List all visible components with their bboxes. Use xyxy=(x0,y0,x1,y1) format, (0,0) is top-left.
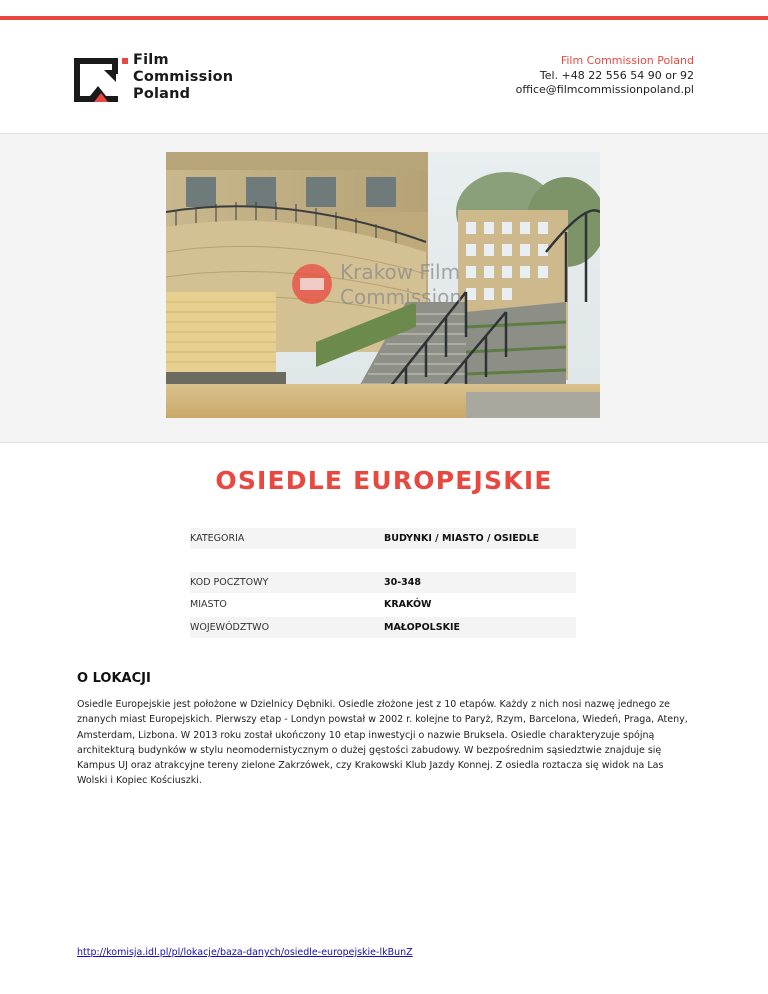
logo-line-1: Film xyxy=(133,52,169,68)
logo-line-3: Poland xyxy=(133,86,191,102)
logo-line-2: Commission xyxy=(133,69,234,85)
info-label: KATEGORIA xyxy=(190,533,245,544)
info-value: MAŁOPOLSKIE xyxy=(384,622,460,633)
info-row-voivodeship xyxy=(190,617,576,638)
contact-phone: Tel. +48 22 556 54 90 or 92 xyxy=(539,68,694,82)
info-row-city xyxy=(190,594,576,615)
info-label: MIASTO xyxy=(190,599,227,610)
contact-org: Film Commission Poland xyxy=(560,54,694,67)
info-value: BUDYNKI / MIASTO / OSIEDLE xyxy=(384,533,540,544)
info-label: KOD POCZTOWY xyxy=(190,577,269,588)
location-title: OSIEDLE EUROPEJSKIE xyxy=(215,466,553,495)
contact-email[interactable]: office@filmcommissionpoland.pl xyxy=(515,83,694,96)
location-url-link[interactable]: http://komisja.idl.pl/pl/lokacje/baza-danych/osiedle-europejskie-lkBunZ xyxy=(77,947,413,958)
info-row-category xyxy=(190,528,576,549)
location-photo xyxy=(166,152,600,418)
watermark-line-1: Krakow Film xyxy=(340,260,461,284)
info-value: 30-348 xyxy=(384,577,421,588)
watermark-line-2: Commission xyxy=(340,285,463,309)
contact-block xyxy=(516,54,694,98)
info-row-postal-code xyxy=(190,572,576,593)
logo-wordmark xyxy=(133,52,233,103)
about-heading: O LOKACJI xyxy=(77,671,151,686)
info-value: KRAKÓW xyxy=(384,599,432,610)
info-label: WOJEWÓDZTWO xyxy=(190,622,270,633)
about-text: Osiedle Europejskie jest położone w Dzielnicy Dębniki. Osiedle złożone jest z 10 etapów. Każdy z nich nosi nazwę jednego ze znanych miast Europejskich. Pierwszy etap - Londyn powstał w 2002 r. kolejne to Paryż, Rzym, Barcelona, Wiedeń, Praga, Ateny, Amsterdam, Lizbona. W 2013 roku został ukończony 10 etap inwestycji o nazwie Bruksela. Osiedle charakteryzuje spójną architekturą budynków w stylu neomodernistycznym o dużej gęstości zabudowy. W bezpośrednim sąsiedztwie znajduje się Kampus UJ oraz atrakcyjne tereny zielone Zakrzówek, czy Krakowski Klub Jazdy Konnej. Z osiedla roztacza się widok na Las Wolski i Kopiec Kościuszki. xyxy=(77,699,688,787)
top-accent-bar xyxy=(0,16,768,20)
